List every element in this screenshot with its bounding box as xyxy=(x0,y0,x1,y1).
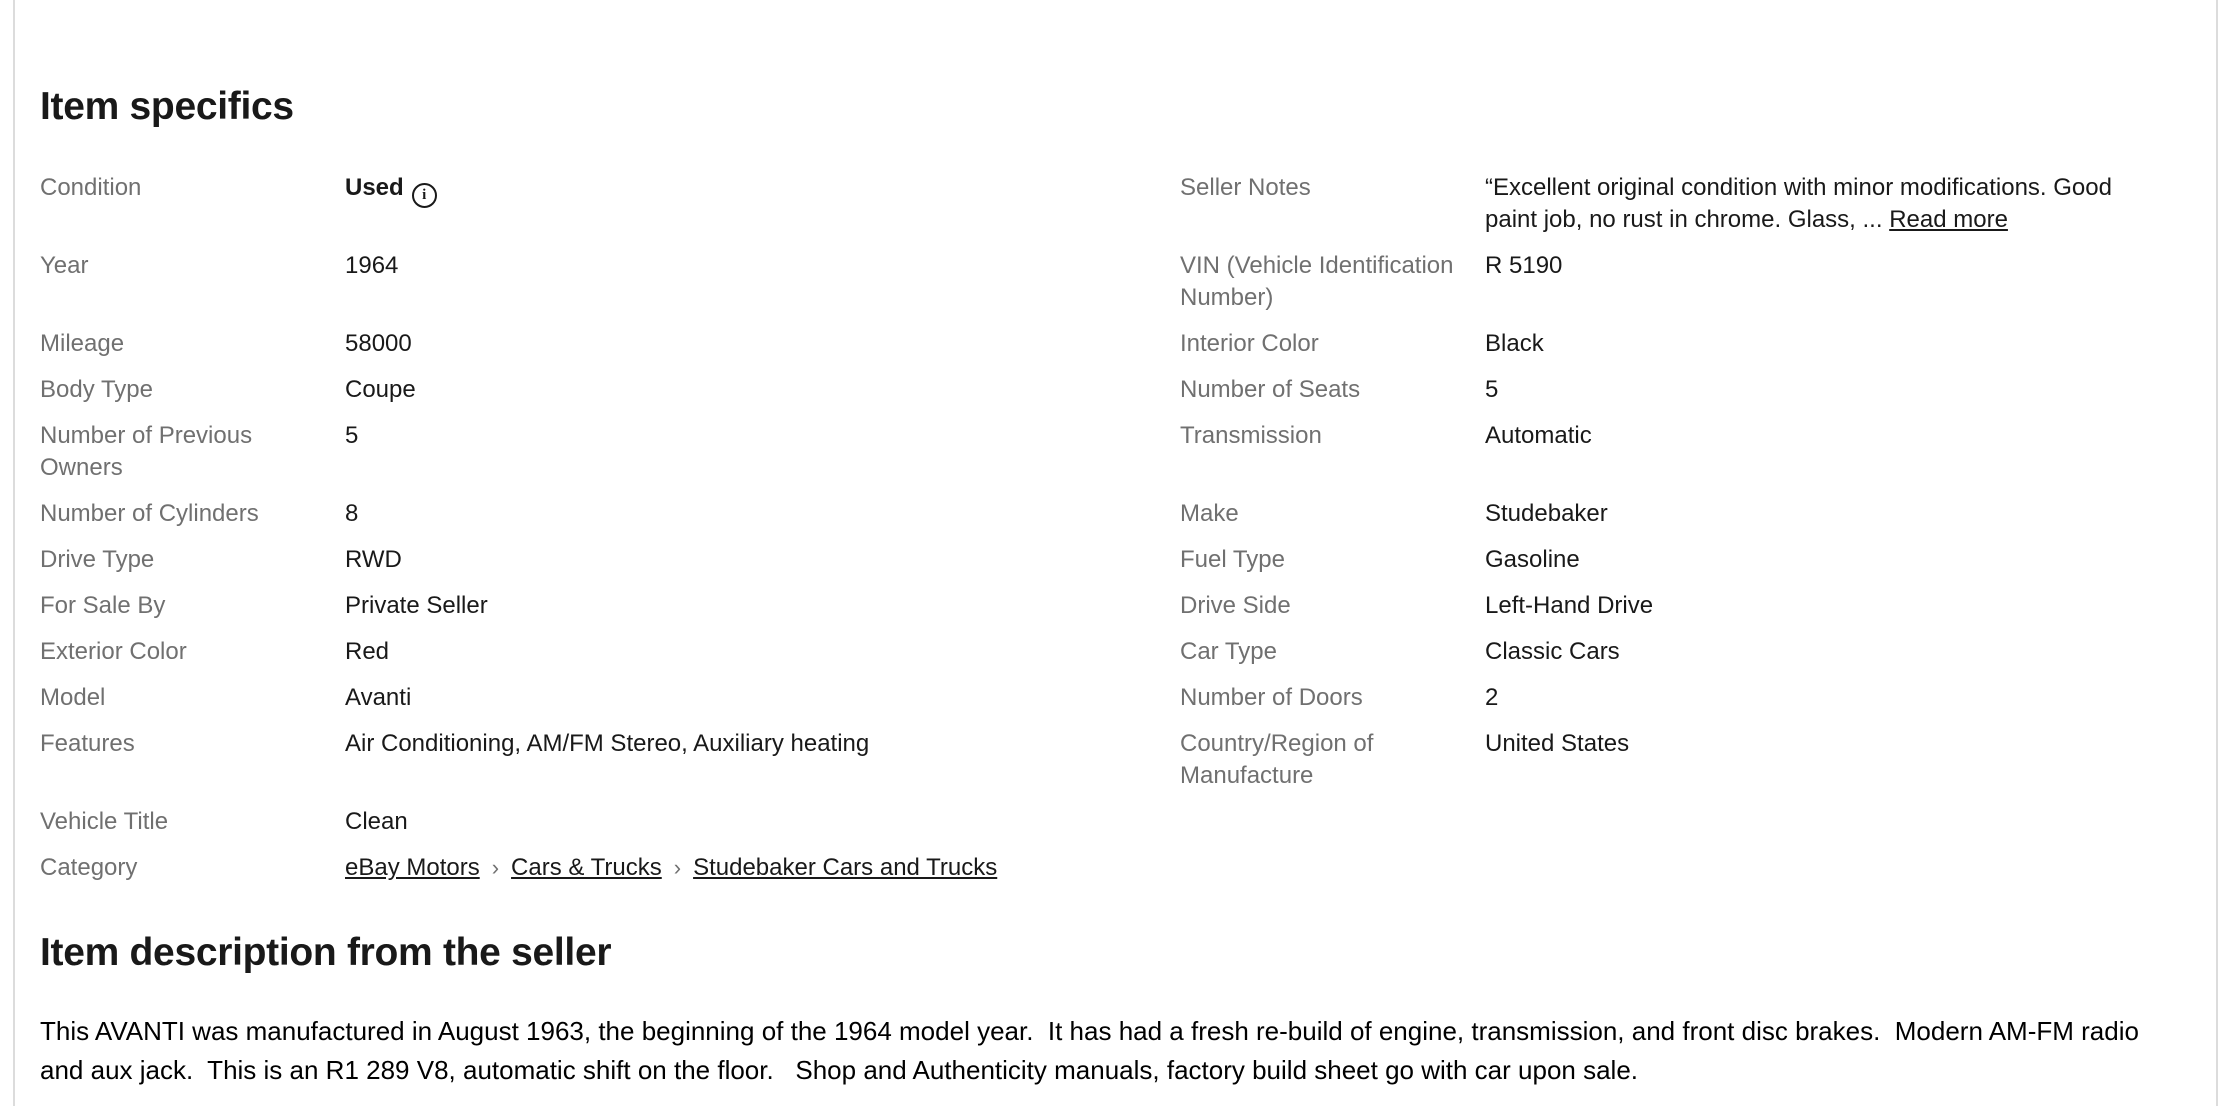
category-breadcrumb xyxy=(345,852,1180,884)
transmission-label: Transmission xyxy=(1180,422,1322,449)
mileage-value: 58000 xyxy=(345,330,412,357)
car-type-label: Car Type xyxy=(1180,638,1277,665)
item-specifics-title: Item specifics xyxy=(40,85,294,128)
item-description-title: Item description from the seller xyxy=(40,931,612,974)
breadcrumb-link-ebay-motors[interactable]: eBay Motors xyxy=(345,854,480,881)
car-type-value: Classic Cars xyxy=(1485,638,1620,665)
seller-notes-value xyxy=(1485,172,2180,236)
mileage-label: Mileage xyxy=(40,330,125,357)
number-of-cylinders-label: Number of Cylinders xyxy=(40,500,259,527)
number-of-doors-label: Number of Doors xyxy=(1180,684,1363,711)
category-label: Category xyxy=(40,854,138,881)
exterior-color-value: Red xyxy=(345,638,390,665)
year-label: Year xyxy=(40,252,89,279)
drive-side-label: Drive Side xyxy=(1180,592,1291,619)
breadcrumb-link-cars-trucks[interactable]: Cars & Trucks xyxy=(511,854,662,881)
body-type-value: Coupe xyxy=(345,376,416,403)
vehicle-title-value: Clean xyxy=(345,808,408,835)
year-value: 1964 xyxy=(345,252,399,279)
for-sale-by-value: Private Seller xyxy=(345,592,488,619)
chevron-right-icon: › xyxy=(491,855,500,880)
drive-side-value: Left-Hand Drive xyxy=(1485,592,1654,619)
interior-color-label: Interior Color xyxy=(1180,330,1319,357)
listing-details-section xyxy=(40,0,2180,1090)
make-label: Make xyxy=(1180,500,1239,527)
vin-label: VIN (Vehicle Identification Number) xyxy=(1180,252,1454,311)
breadcrumb-link-studebaker-cars-and-trucks[interactable]: Studebaker Cars and Trucks xyxy=(693,854,998,881)
model-value: Avanti xyxy=(345,684,412,711)
country-of-manufacture-value: United States xyxy=(1485,730,1630,757)
condition-info-icon[interactable]: i xyxy=(412,183,437,208)
chevron-right-icon: › xyxy=(673,855,682,880)
number-of-doors-value: 2 xyxy=(1485,684,1499,711)
drive-type-value: RWD xyxy=(345,546,402,573)
fuel-type-value: Gasoline xyxy=(1485,546,1580,573)
features-label: Features xyxy=(40,730,135,757)
model-label: Model xyxy=(40,684,106,711)
drive-type-label: Drive Type xyxy=(40,546,155,573)
item-specifics-table xyxy=(40,172,2180,884)
left-border-line xyxy=(13,0,15,1106)
seller-notes-label: Seller Notes xyxy=(1180,174,1311,201)
condition-label: Condition xyxy=(40,174,142,201)
body-type-label: Body Type xyxy=(40,376,153,403)
condition-value xyxy=(345,172,1180,236)
number-of-cylinders-value: 8 xyxy=(345,500,359,527)
right-border-line xyxy=(2216,0,2218,1106)
fuel-type-label: Fuel Type xyxy=(1180,546,1285,573)
exterior-color-label: Exterior Color xyxy=(40,638,187,665)
vin-value: R 5190 xyxy=(1485,252,1563,279)
features-value: Air Conditioning, AM/FM Stereo, Auxiliary heating xyxy=(345,730,870,757)
previous-owners-label: Number of Previous Owners xyxy=(40,422,253,481)
condition-value-text: Used xyxy=(345,174,404,201)
make-value: Studebaker xyxy=(1485,500,1608,527)
item-description-text: This AVANTI was manufactured in August 1963, the beginning of the 1964 model year. It has had a fresh re-build of engine, transmission, and front disc brakes. Modern AM-FM radio and aux jack. This is an R1 289 V8, automatic shift on the floor. Shop and Authenticity manuals, factory build sheet go with car upon sale. xyxy=(40,1016,2147,1085)
transmission-value: Automatic xyxy=(1485,422,1592,449)
read-more-link[interactable]: Read more xyxy=(1889,206,2008,233)
seller-notes-text: “Excellent original condition with minor modifications. Good paint job, no rust in chrome. Glass, ... xyxy=(1485,174,2112,233)
previous-owners-value: 5 xyxy=(345,422,359,449)
number-of-seats-label: Number of Seats xyxy=(1180,376,1361,403)
number-of-seats-value: 5 xyxy=(1485,376,1499,403)
vehicle-title-label: Vehicle Title xyxy=(40,808,169,835)
interior-color-value: Black xyxy=(1485,330,1544,357)
for-sale-by-label: For Sale By xyxy=(40,592,166,619)
country-of-manufacture-label: Country/Region of Manufacture xyxy=(1180,730,1374,789)
